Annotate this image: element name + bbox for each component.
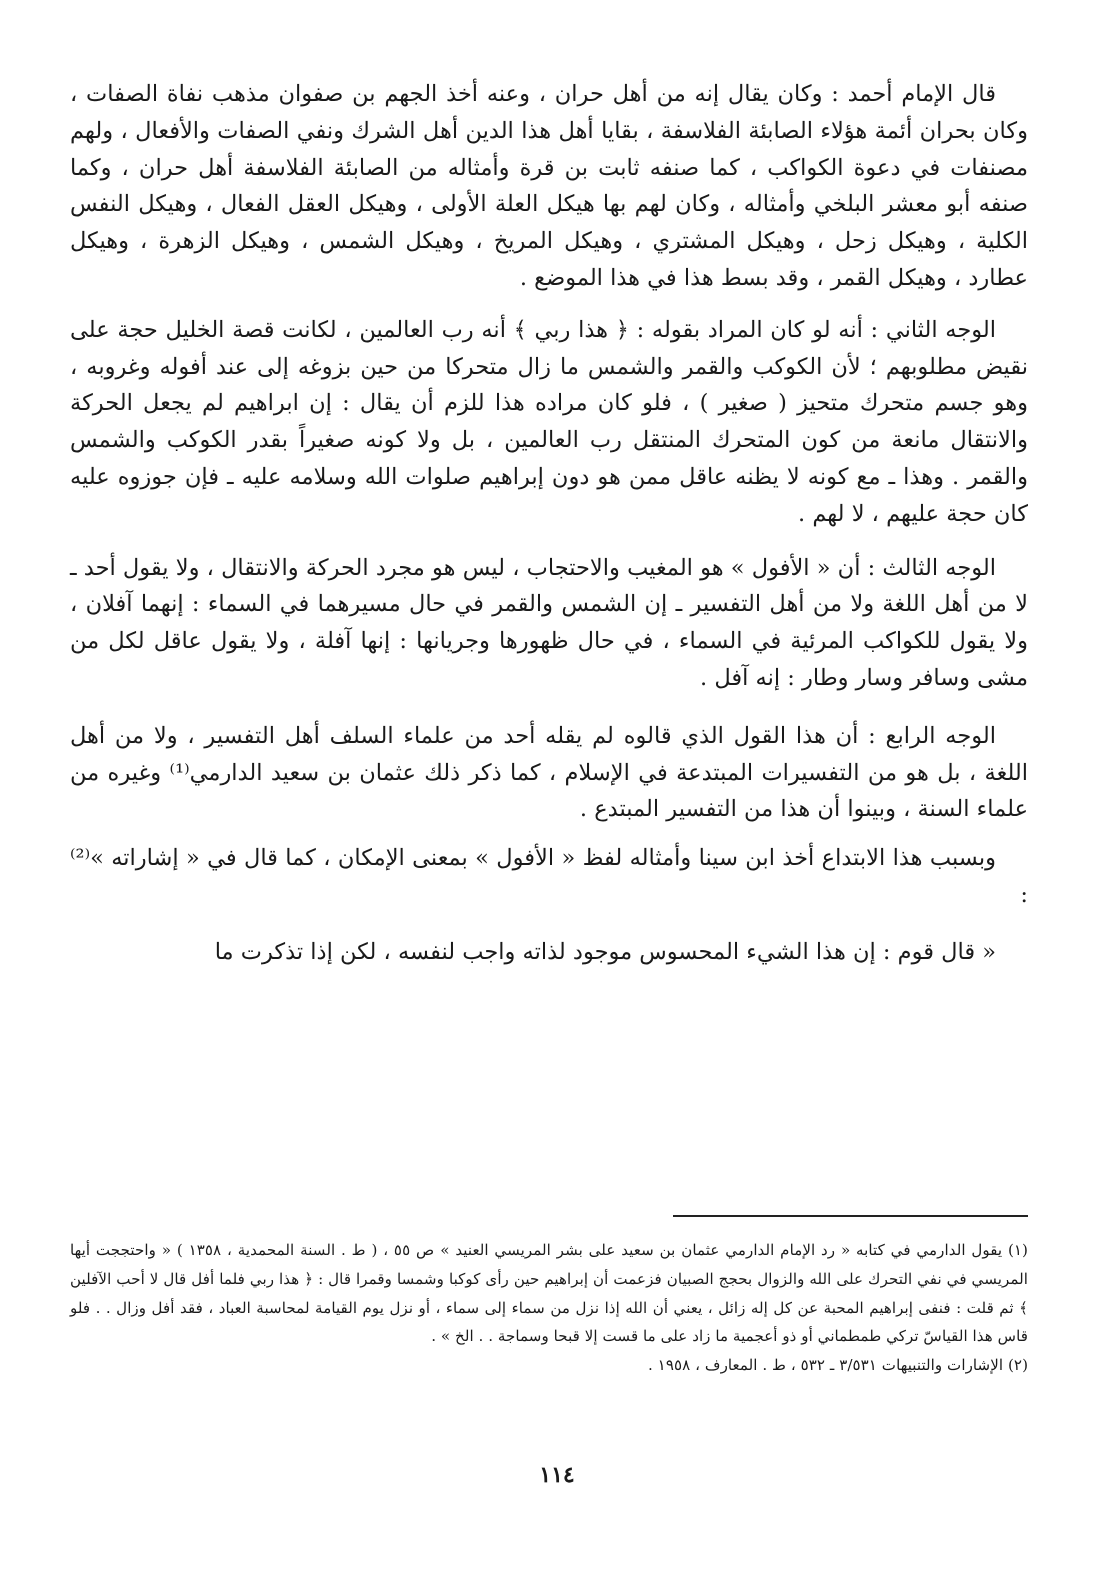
paragraph-ibn-sina: وبسبب هذا الابتداع أخذ ابن سينا وأمثاله لفظ « الأفول » بمعنى الإمكان ، كما قال في « إشاراته »⁽²⁾ : [70,845,1028,908]
footnotes [70,1236,1028,1380]
footnote-1: (١) يقول الدارمي في كتابه « رد الإمام الدارمي عثمان بن سعيد على بشر المريسي العنيد » ص ٥٥ ، ( ط . السنة المحمدية ، ١٣٥٨ ) « واحتججت أيها المريسي في نفي التحرك على الله والزوال بحجج الصبيان فزعمت أن إبراهيم حين رأى كوكبا وشمسا وقمرا قال : ﴿ هذا ربي فلما أفل قال لا أحب الآفلين ﴾ ثم قلت : فنفى إبراهيم المحبة عن كل إله زائل ، يعني أن الله إذا نزل من سماء إلى سماء ، أو نزل يوم القيامة لمحاسبة العباد ، فقد أفل وزال . . فلو قاس هذا القياسّ تركي طمطماني أو ذو أعجمية ما زاد على ما قست إلا قبحا وسماجة . . الخ » . [70,1241,1028,1346]
main-text [70,76,1028,971]
paragraph-fourth-aspect: الوجه الرابع : أن هذا القول الذي قالوه لم يقله أحد من علماء السلف أهل التفسير ، ولا من أهل اللغة ، بل هو من التفسيرات المبتدعة في الإسلام ، كما ذكر ذلك عثمان بن سعيد الدارمي⁽¹⁾ وغيره من علماء السنة ، وبينوا أن هذا من التفسير المبتدع . [70,722,1028,823]
paragraph-imam-ahmad: قال الإمام أحمد : وكان يقال إنه من أهل حران ، وعنه أخذ الجهم بن صفوان مذهب نفاة الصفات ، وكان بحران أئمة هؤلاء الصابئة الفلاسفة ، بقايا أهل هذا الدين أهل الشرك ونفي الصفات والأفعال ، ولهم مصنفات في دعوة الكواكب ، كما صنفه ثابت بن قرة وأمثاله من الصابئة الفلاسفة أهل حران ، وكما صنفه أبو معشر البلخي وأمثاله ، وكان لهم بها هيكل العلة الأولى ، وهيكل العقل الفعال ، وهيكل النفس الكلية ، وهيكل زحل ، وهيكل المشتري ، وهيكل المريخ ، وهيكل الشمس ، وهيكل الزهرة ، وهيكل عطارد ، وهيكل القمر ، وقد بسط هذا في هذا الموضع . [70,81,1028,291]
page-number: ١١٤ [539,1462,575,1488]
paragraph-third-aspect: الوجه الثالث : أن « الأفول » هو المغيب والاحتجاب ، ليس هو مجرد الحركة والانتقال ، ولا يقول أحد ـ لا من أهل اللغة ولا من أهل التفسير ـ إن الشمس والقمر في حال مسيرهما في السماء : إنهما آفلان ، ولا يقول للكواكب المرئية في السماء ، في حال ظهورها وجريانها : إنها آفلة ، ولا يقول عاقل لكل من مشى وسافر وسار وطار : إنه آفل . [70,554,1028,691]
footnote-2: (٢) الإشارات والتنبيهات ٣/٥٣١ ـ ٥٣٢ ، ط . المعارف ، ١٩٥٨ . [648,1356,1028,1375]
paragraph-quote-start: « قال قوم : إن هذا الشيء المحسوس موجود لذاته واجب لنفسه ، لكن إذا تذكرت ما [214,938,996,965]
paragraph-second-aspect: الوجه الثاني : أنه لو كان المراد بقوله : ﴿ هذا ربي ﴾ أنه رب العالمين ، لكانت قصة الخليل حجة على نقيض مطلوبهم ؛ لأن الكوكب والقمر والشمس ما زال متحركا من حين بزوغه إلى عند أفوله وغروبه ، وهو جسم متحرك متحيز ( صغير ) ، فلو كان مراده هذا للزم أن يقال : إن ابراهيم لم يجعل الحركة والانتقال مانعة من كون المتحرك المنتقل رب العالمين ، بل ولا كونه صغيراً بقدر الكوكب والشمس والقمر . وهذا ـ مع كونه لا يظنه عاقل ممن هو دون إبراهيم صلوات الله وسلامه عليه ـ فإن جوزوه عليه كان حجة عليهم ، لا لهم . [70,316,1028,527]
footnote-divider [673,1215,1028,1217]
